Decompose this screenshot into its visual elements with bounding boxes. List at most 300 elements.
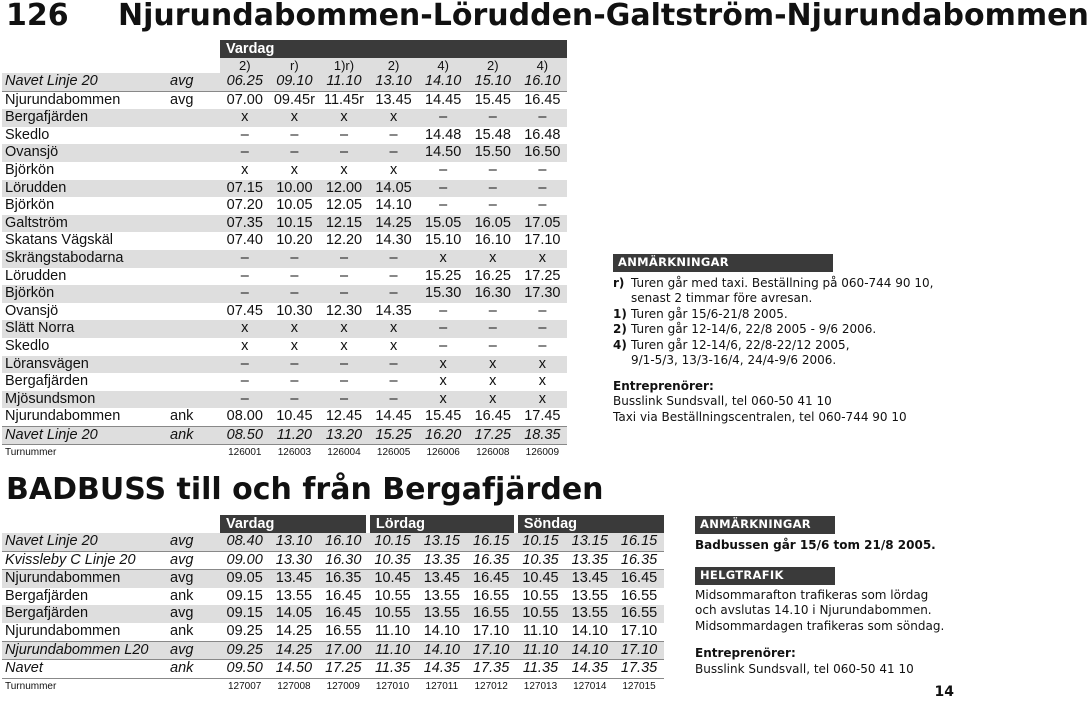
departure-time: 14.35 [417,660,466,679]
departure-time: 16.10 [518,73,568,91]
table-row [2,215,567,233]
departure-time: 17.35 [467,660,516,679]
departure-time: 14.45 [369,408,419,426]
departure-time: – [518,180,568,198]
departure-time: – [220,285,270,303]
table-row [2,180,567,198]
departure-time: 09.45r [273,91,315,108]
stop-name: Navet Linje 20 [2,533,170,551]
turnummer-row [2,445,567,462]
departure-time: 11.10 [368,623,417,641]
departure-time: – [319,285,369,303]
table-row [2,285,567,303]
departure-time: 12.00 [319,180,369,198]
stop-name: Njurundabommen [2,408,170,426]
departure-time: – [290,267,299,284]
departure-time: – [339,373,349,390]
header-blank [2,40,220,58]
departure-time: x [290,161,299,178]
departure-time: 07.20 [226,197,263,214]
departure-time: 10.20 [276,232,313,249]
footnote-ref: 2) [468,58,518,73]
departure-time: – [319,144,369,162]
table-row [2,356,567,374]
note-item [613,338,933,354]
stop-name: Bergafjärden [5,587,89,604]
departure-time: 07.40 [226,232,263,249]
departure-time: 16.30 [468,285,518,303]
departure-time: 13.10 [269,533,318,551]
departure-time: x [468,356,518,374]
note-text-cont: senast 2 timmar före avresan. [631,291,813,305]
departure-time: 08.50 [220,426,270,445]
departure-time: 07.00 [226,91,263,108]
departure-time: 15.25 [425,267,462,284]
footnote-ref: 2) [369,58,419,73]
departure-time: – [468,320,518,338]
stop-type [170,268,220,286]
departure-time: 15.50 [468,144,518,162]
departure-time: – [389,373,398,390]
turnummer: 126008 [476,447,510,459]
turnummer: 126004 [327,447,361,459]
day-header: Vardag [220,515,368,533]
entreprenor-line: Taxi via Beställningscentralen, tel 060-744 90 10 [613,409,907,424]
departure-time: 10.35 [368,551,417,570]
stop-name: Navet Linje 20 [2,73,170,91]
turnummer: 127012 [474,680,508,692]
departure-time: 16.48 [524,126,561,143]
departure-time: 16.30 [319,551,368,570]
stop-type: ank [170,426,220,445]
turnummer: 127011 [425,680,459,692]
departure-time: 12.30 [325,302,363,319]
note-label: r) [613,275,625,290]
departure-time: 17.35 [614,660,663,679]
stop-type: avg [170,570,220,588]
departure-time: x [389,161,398,178]
departure-time: – [240,267,249,284]
table-row [2,391,567,409]
departure-time: 17.30 [518,285,568,303]
departure-time: – [418,320,468,338]
departure-time: 13.15 [417,533,466,551]
stop-name: Ovansjö [5,302,59,319]
stop-name: Björkön [5,161,55,178]
departure-time: – [389,126,398,143]
table-row [2,197,567,215]
timetable-header [2,40,567,58]
table-row [2,570,664,588]
departure-time: 14.50 [269,660,318,679]
departure-time: 16.55 [620,587,658,604]
note-text-cont: 9/1-5/3, 13/3-16/4, 24/4-9/6 2006. [631,353,837,367]
departure-time: 17.10 [614,641,663,660]
stop-type [170,197,220,215]
departure-time: – [270,250,320,268]
departure-time: – [270,144,320,162]
departure-time: – [488,302,497,319]
entreprenor-line: Busslink Sundsvall, tel 060-50 41 10 [695,661,914,676]
turnummer: 127014 [573,680,607,692]
departure-time: 10.55 [368,605,417,623]
departure-time: 07.35 [220,215,270,233]
departure-time: 09.05 [220,570,269,588]
departure-time: 09.50 [220,660,269,679]
notes-main [613,254,933,425]
stop-type [170,127,220,145]
departure-time: 18.35 [518,426,568,445]
table-row [2,91,567,109]
departure-time: 16.55 [473,587,510,604]
turnummer: 126001 [228,447,262,459]
departure-time: 16.55 [467,605,516,623]
departure-time: 16.10 [474,232,511,249]
departure-time: – [270,356,320,374]
stop-name: Njurundabommen [2,570,170,588]
departure-time: 16.20 [418,426,468,445]
note-text: Turen går 12-14/6, 22/8-22/12 2005, [631,337,850,352]
table-row [2,588,664,606]
departure-time: – [240,373,249,390]
stop-type: ank [170,623,220,641]
stop-name: Slätt Norra [2,320,170,338]
table-row [2,373,567,391]
notes-heading: ANMÄRKNINGAR [613,254,833,272]
departure-time: 16.10 [319,533,368,551]
note-text: Turen går 15/6-21/8 2005. [631,306,788,321]
departure-time: 14.50 [418,144,468,162]
departure-time: x [518,391,568,409]
departure-time: x [340,161,348,178]
departure-time: 16.25 [474,267,511,284]
departure-time: – [220,356,270,374]
helg-line: och avslutas 14.10 i Njurundabommen. [695,603,932,617]
departure-time: x [489,373,497,390]
footnote-row [2,58,567,73]
departure-time: 12.45 [319,408,369,426]
departure-time: – [439,161,448,178]
departure-time: 10.15 [368,533,417,551]
departure-time: x [290,337,299,354]
footnote-ref: 4) [418,58,468,73]
stop-name: Njurundabommen L20 [2,641,170,660]
departure-time: – [389,267,398,284]
departure-time: 16.45 [524,91,561,108]
stop-type [170,162,220,180]
departure-time: 14.45 [425,91,462,108]
note-label: 1) [613,306,627,321]
stop-name: Skatans Vägskäl [5,232,114,249]
header-blank [2,515,220,533]
departure-time: – [488,337,497,354]
departure-time: 17.10 [467,641,516,660]
departure-time: 17.10 [614,623,663,641]
departure-time: – [538,302,547,319]
header-blank [2,58,220,73]
departure-time: x [418,356,468,374]
departure-time: 16.35 [614,551,663,570]
page-number-bottom: 14 [934,684,954,700]
entreprenorer-label: Entreprenörer: [613,378,714,393]
helgtrafik-heading: HELGTRAFIK [695,567,835,585]
departure-time: x [538,373,546,390]
departure-time: – [369,356,419,374]
departure-time: 16.55 [319,623,368,641]
note-text: Turen går 12-14/6, 22/8 2005 - 9/6 2006. [631,322,877,336]
departure-time: – [290,373,299,390]
note-item [613,307,933,323]
stop-type [170,109,220,127]
departure-time: 10.15 [270,215,320,233]
departure-time: x [389,337,398,354]
stop-name: Skedlo [5,126,50,143]
notes-badbuss [695,516,944,677]
departure-time: 08.00 [220,408,270,426]
departure-time: 14.10 [375,197,412,214]
turnummer: 126009 [525,447,560,459]
departure-time: – [220,391,270,409]
departure-time: x [518,250,568,268]
day-header: Vardag [220,40,567,58]
departure-time: 11.10 [516,623,565,641]
departure-time: 16.35 [319,570,368,588]
helg-line: Midsommarafton trafikeras som lördag [695,587,929,602]
departure-time: 14.10 [417,641,466,660]
stop-name: Löransvägen [2,356,170,374]
departure-time: 14.25 [369,215,419,233]
departure-time: 13.45 [565,570,614,588]
departure-time: 08.40 [220,533,269,551]
table-row [2,623,664,641]
footnote-ref: r) [270,58,320,73]
departure-time: x [468,391,518,409]
departure-time: 16.35 [467,551,516,570]
stop-name: Skedlo [5,337,50,354]
stop-type [170,320,220,338]
departure-time: 15.10 [468,73,518,91]
departure-time: – [339,267,349,284]
table-row [2,109,567,127]
departure-time: – [468,180,518,198]
departure-time: 07.45 [226,302,263,319]
departure-time: – [518,320,568,338]
turnummer-row [2,678,664,695]
departure-time: 14.05 [269,605,318,623]
departure-time: 13.10 [369,73,419,91]
stop-type: avg [170,73,220,91]
stop-name: Lörudden [5,267,67,284]
stop-name: Bergafjärden [5,373,89,390]
departure-time: 13.45 [417,570,466,588]
stop-type [170,356,220,374]
departure-time: – [439,337,448,354]
departure-time: 10.35 [516,551,565,570]
turnummer: 127015 [622,680,656,692]
departure-time: 10.05 [276,197,313,214]
departure-time: 10.00 [270,180,320,198]
departure-time: 16.05 [468,215,518,233]
departure-time: 13.55 [565,605,614,623]
departure-time: 15.45 [474,91,511,108]
stop-type [170,391,220,409]
departure-time: 15.45 [418,408,468,426]
departure-time: – [518,109,568,127]
table-row [2,73,567,91]
departure-time: – [240,126,249,143]
turnummer: 127013 [523,680,558,692]
departure-time: 09.10 [270,73,320,91]
departure-time: x [518,356,568,374]
departure-time: – [538,161,547,178]
stop-type [170,180,220,198]
departure-time: – [468,109,518,127]
departure-time: – [319,391,369,409]
stop-type [170,285,220,303]
table-row [2,408,567,426]
departure-time: – [220,144,270,162]
stop-type: avg [170,551,220,570]
stop-name: Navet [2,660,170,679]
departure-time: 09.15 [220,605,269,623]
table-row [2,660,664,679]
turnummer: 126003 [277,447,312,459]
stop-type [170,250,220,268]
stop-name: Ovansjö [2,144,170,162]
stop-type: avg [170,91,194,108]
table-row [2,533,664,551]
departure-time: 10.45 [516,570,565,588]
departure-time: 11.20 [270,426,320,445]
departure-time: – [220,250,270,268]
departure-time: x [220,320,270,338]
departure-time: x [369,109,419,127]
departure-time: 17.25 [468,426,518,445]
stop-name: Njurundabommen [2,623,170,641]
departure-time: – [538,197,547,214]
departure-time: 16.45 [614,570,663,588]
stop-type: ank [170,587,194,604]
turnummer: 127008 [277,680,311,692]
departure-time: x [241,337,249,354]
stop-name: Mjösundsmon [2,391,170,409]
entreprenor-line: Busslink Sundsvall, tel 060-50 41 10 [613,394,832,408]
departure-time: 13.20 [319,426,369,445]
departure-time: 12.20 [325,232,363,249]
departure-time: 14.25 [269,641,318,660]
stop-type [170,144,220,162]
note-label: 4) [613,337,627,352]
departure-time: x [439,373,447,390]
departure-time: – [488,197,497,214]
departure-time: x [369,320,419,338]
departure-time: 06.25 [220,73,270,91]
departure-time: 17.05 [518,215,568,233]
table-row [2,551,664,570]
departure-time: 13.35 [565,551,614,570]
departure-time: – [270,391,320,409]
departure-time: x [319,320,369,338]
departure-time: x [241,161,249,178]
turnummer: 126005 [376,447,411,459]
departure-time: x [220,109,270,127]
departure-time: 13.15 [565,533,614,551]
note-item [613,322,933,338]
stop-name: Bergafjärden [2,109,170,127]
departure-time: 16.45 [319,605,368,623]
departure-time: – [538,337,547,354]
departure-time: 16.55 [614,605,663,623]
departure-time: 10.55 [374,587,411,604]
stop-name: Bergafjärden [2,605,170,623]
stop-type: avg [170,533,220,551]
departure-time: – [418,180,468,198]
badbuss-note: Badbussen går 15/6 tom 21/8 2005. [695,537,936,552]
departure-time: x [418,391,468,409]
table-row [2,605,664,623]
departure-time: 10.55 [522,587,559,604]
note-text: Turen går med taxi. Beställning på 060-744 90 10, [631,275,934,290]
stop-type [170,338,220,356]
stop-name: Njurundabommen [5,91,121,108]
table-row [2,127,567,145]
departure-time: 14.30 [375,232,412,249]
departure-time: x [270,320,320,338]
departure-time: 10.30 [276,302,313,319]
departure-time: 15.05 [418,215,468,233]
departure-time: 09.25 [220,623,269,641]
departure-time: 15.25 [369,426,419,445]
departure-time: 16.45 [467,570,516,588]
timetable-badbuss [2,515,664,695]
footnote-ref: 4) [518,58,568,73]
departure-time: 10.55 [516,605,565,623]
departure-time: 10.45 [270,408,320,426]
departure-time: – [439,197,448,214]
departure-time: 16.15 [614,533,663,551]
departure-time: 17.45 [518,408,568,426]
timetable-main [2,40,567,461]
departure-time: x [319,109,369,127]
departure-time: x [340,337,348,354]
departure-time: 16.50 [518,144,568,162]
departure-time: 17.25 [319,660,368,679]
table-row [2,338,567,356]
departure-time: 13.30 [269,551,318,570]
departure-time: 17.25 [524,267,561,284]
departure-time: – [319,250,369,268]
departure-time: x [418,250,468,268]
entreprenorer-label: Entreprenörer: [695,646,796,660]
stop-type [170,303,220,321]
departure-time: – [319,356,369,374]
stop-type [170,215,220,233]
departure-time: 10.15 [516,533,565,551]
page-number: 126 [6,0,69,33]
departure-time: x [468,250,518,268]
departure-time: 09.00 [220,551,269,570]
table-row [2,250,567,268]
timetable-header [2,515,664,533]
departure-time: 11.10 [368,641,417,660]
turnummer: 127007 [227,680,262,692]
departure-time: 14.10 [565,623,614,641]
stop-type: avg [170,641,220,660]
departure-time: 11.45r [323,91,364,108]
departure-time: – [369,144,419,162]
departure-time: 13.55 [571,587,608,604]
departure-time: 17.00 [319,641,368,660]
